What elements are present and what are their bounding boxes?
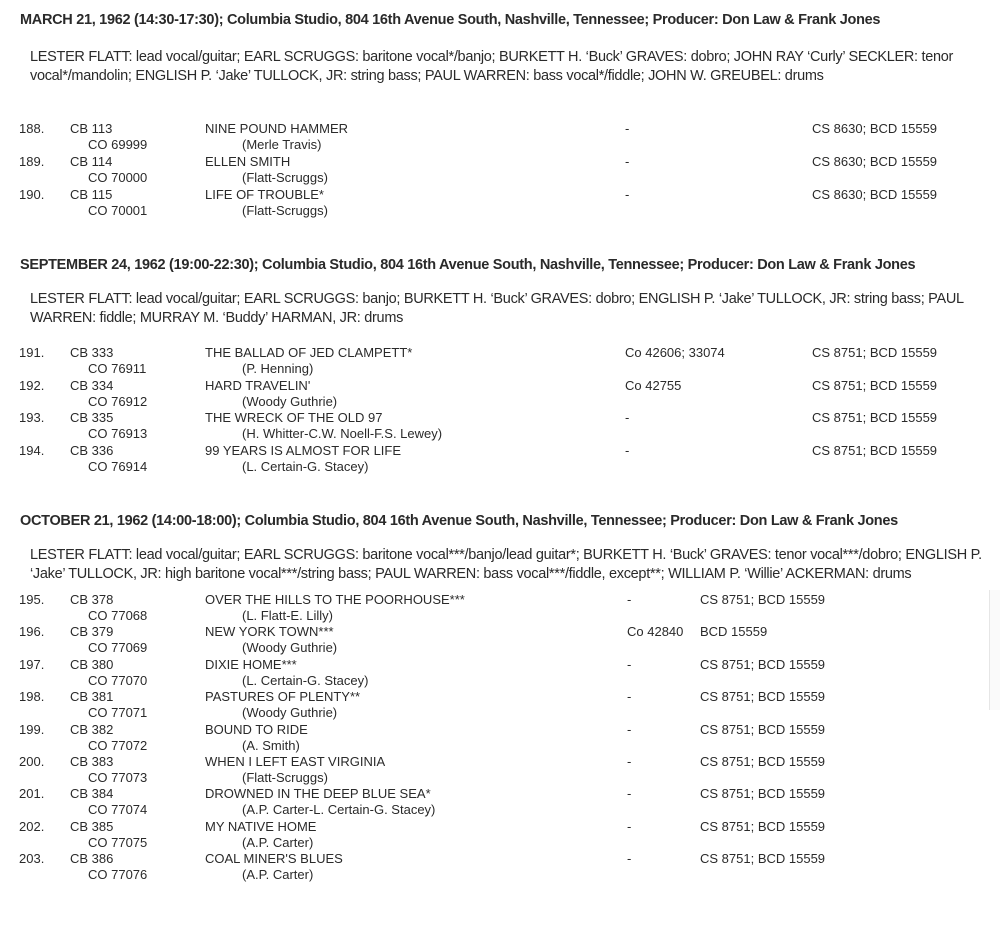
composer-credit: (Woody Guthrie)	[242, 705, 338, 721]
matrix-number: CB 333	[70, 345, 114, 360]
matrix-number: CB 380	[70, 656, 114, 672]
matrix-number: CB 334	[70, 377, 114, 393]
matrix-number: CB 381	[70, 689, 114, 705]
song-title: THE WRECK OF THE OLD 97	[205, 410, 383, 425]
session-personnel: LESTER FLATT: lead vocal/guitar; EARL SCRUGGS: baritone vocal***/banjo/lead guitar*; BURKETT H. ‘Buck’ GRAVES: tenor vocal***/dobro; ENGLISH P. ‘Jake’ TULLOCK, JR: high baritone vocal***/string bass; PAUL WARREN: bass vocal***/fiddle, except**; WILLIAM P. ‘Willie’ ACKERMAN: drums	[30, 547, 982, 582]
song-title: 99 YEARS IS ALMOST FOR LIFE	[205, 442, 402, 458]
song-title: NEW YORK TOWN***	[205, 624, 334, 640]
single-release: Co 42840	[627, 624, 684, 640]
album-release: CS 8630; BCD 15559	[812, 187, 938, 202]
single-release: -	[625, 154, 630, 169]
composer-credit: (A.P. Carter)	[242, 834, 314, 850]
single-release: -	[627, 592, 632, 607]
album-release: CS 8751; BCD 15559	[700, 689, 826, 705]
master-number: CO 69999	[88, 137, 148, 152]
song-title: COAL MINER'S BLUES	[205, 851, 343, 867]
album-release: CS 8751; BCD 15559	[700, 721, 826, 737]
album-release: CS 8630; BCD 15559	[812, 154, 938, 169]
master-number: CO 77073	[88, 770, 148, 785]
track-row	[0, 819, 1000, 852]
track-number: 190.	[19, 187, 45, 202]
track-row	[0, 121, 1000, 154]
single-release: -	[625, 121, 630, 136]
track-number: 194.	[19, 442, 45, 458]
composer-credit: (L. Certain-G. Stacey)	[242, 458, 369, 474]
master-number: CO 77068	[88, 608, 148, 623]
composer-credit: (L. Certain-G. Stacey)	[242, 672, 369, 688]
album-release: CS 8751; BCD 15559	[812, 410, 938, 425]
track-number: 202.	[19, 818, 45, 834]
track-number: 193.	[19, 410, 45, 425]
song-title: BOUND TO RIDE	[205, 721, 308, 737]
composer-credit: (Merle Travis)	[242, 137, 322, 152]
composer-credit: (Flatt-Scruggs)	[242, 770, 328, 785]
master-number: CO 77075	[88, 834, 148, 850]
song-title: WHEN I LEFT EAST VIRGINIA	[205, 754, 386, 769]
session-personnel: LESTER FLATT: lead vocal/guitar; EARL SCRUGGS: baritone vocal*/banjo; BURKETT H. ‘Buck’ GRAVES: dobro; JOHN RAY ‘Curly’ SECKLER: tenor vocal*/mandolin; ENGLISH P. ‘Jake’ TULLOCK, JR: string bass; PAUL WARREN: bass vocal*/fiddle; JOHN W. GREUBEL: drums	[30, 49, 954, 84]
single-release: -	[627, 689, 632, 705]
song-title: THE BALLAD OF JED CLAMPETT*	[205, 345, 413, 360]
master-number: CO 76913	[88, 426, 148, 441]
track-row	[0, 378, 1000, 411]
master-number: CO 70000	[88, 170, 148, 185]
master-number: CO 77076	[88, 867, 148, 883]
master-number: CO 77069	[88, 640, 148, 656]
composer-credit: (Woody Guthrie)	[242, 393, 338, 409]
composer-credit: (H. Whitter-C.W. Noell-F.S. Lewey)	[242, 426, 443, 441]
matrix-number: CB 335	[70, 410, 114, 425]
track-number: 191.	[19, 345, 45, 360]
session-heading: MARCH 21, 1962 (14:30-17:30); Columbia Studio, 804 16th Avenue South, Nashville, Tennessee; Producer: Don Law & Frank Jones	[20, 12, 881, 28]
master-number: CO 70001	[88, 203, 148, 218]
matrix-number: CB 336	[70, 442, 114, 458]
session-heading: SEPTEMBER 24, 1962 (19:00-22:30); Columbia Studio, 804 16th Avenue South, Nashville, Tennessee; Producer: Don Law & Frank Jones	[20, 257, 916, 273]
matrix-number: CB 114	[70, 154, 113, 169]
matrix-number: CB 384	[70, 786, 114, 802]
single-release: -	[627, 818, 632, 834]
single-release: -	[625, 187, 630, 202]
master-number: CO 77071	[88, 705, 148, 721]
composer-credit: (Flatt-Scruggs)	[242, 203, 328, 218]
track-row	[0, 345, 1000, 378]
matrix-number: CB 378	[70, 592, 114, 607]
album-release: BCD 15559	[700, 624, 768, 640]
composer-credit: (Flatt-Scruggs)	[242, 170, 328, 185]
track-number: 192.	[19, 377, 45, 393]
track-row	[0, 851, 1000, 884]
track-row	[0, 624, 1000, 657]
composer-credit: (A. Smith)	[242, 737, 300, 753]
single-release: -	[625, 442, 630, 458]
track-number: 198.	[19, 689, 45, 705]
composer-credit: (L. Flatt-E. Lilly)	[242, 608, 334, 623]
track-number: 200.	[19, 754, 45, 769]
single-release: -	[627, 851, 632, 867]
master-number: CO 77074	[88, 802, 148, 818]
song-title: MY NATIVE HOME	[205, 818, 317, 834]
single-release: -	[625, 410, 630, 425]
track-row	[0, 443, 1000, 476]
page-edge	[989, 590, 1000, 710]
master-number: CO 76914	[88, 458, 148, 474]
composer-credit: (P. Henning)	[242, 361, 314, 376]
album-release: CS 8751; BCD 15559	[700, 754, 826, 769]
song-title: LIFE OF TROUBLE*	[205, 187, 324, 202]
album-release: CS 8751; BCD 15559	[700, 786, 826, 802]
album-release: CS 8630; BCD 15559	[812, 121, 938, 136]
master-number: CO 77070	[88, 672, 148, 688]
master-number: CO 77072	[88, 737, 148, 753]
track-row	[0, 187, 1000, 220]
single-release: -	[627, 656, 632, 672]
matrix-number: CB 386	[70, 851, 114, 867]
composer-credit: (Woody Guthrie)	[242, 640, 338, 656]
album-release: CS 8751; BCD 15559	[700, 851, 826, 867]
album-release: CS 8751; BCD 15559	[812, 377, 938, 393]
track-number: 199.	[19, 721, 45, 737]
track-number: 196.	[19, 624, 45, 640]
matrix-number: CB 385	[70, 818, 114, 834]
single-release: -	[627, 786, 632, 802]
master-number: CO 76912	[88, 393, 148, 409]
session-personnel: LESTER FLATT: lead vocal/guitar; EARL SCRUGGS: banjo; BURKETT H. ‘Buck’ GRAVES: dobro; ENGLISH P. ‘Jake’ TULLOCK, JR: string bass; PAUL WARREN: fiddle; MURRAY M. ‘Buddy’ HARMAN, JR: drums	[30, 291, 964, 326]
single-release: Co 42606; 33074	[625, 345, 725, 360]
session-heading: OCTOBER 21, 1962 (14:00-18:00); Columbia Studio, 804 16th Avenue South, Nashville, Tennessee; Producer: Don Law & Frank Jones	[20, 513, 898, 529]
album-release: CS 8751; BCD 15559	[812, 442, 938, 458]
song-title: NINE POUND HAMMER	[205, 121, 349, 136]
song-title: PASTURES OF PLENTY**	[205, 689, 361, 705]
track-row	[0, 657, 1000, 690]
song-title: HARD TRAVELIN'	[205, 377, 311, 393]
album-release: CS 8751; BCD 15559	[812, 345, 938, 360]
matrix-number: CB 382	[70, 721, 114, 737]
track-row	[0, 592, 1000, 625]
matrix-number: CB 383	[70, 754, 114, 769]
matrix-number: CB 379	[70, 624, 114, 640]
matrix-number: CB 115	[70, 187, 113, 202]
track-row	[0, 754, 1000, 787]
single-release: -	[627, 754, 632, 769]
master-number: CO 76911	[88, 361, 147, 376]
composer-credit: (A.P. Carter)	[242, 867, 314, 883]
track-number: 188.	[19, 121, 45, 136]
track-row	[0, 154, 1000, 187]
song-title: ELLEN SMITH	[205, 154, 291, 169]
track-number: 189.	[19, 154, 45, 169]
album-release: CS 8751; BCD 15559	[700, 592, 826, 607]
track-row	[0, 689, 1000, 722]
track-row	[0, 722, 1000, 755]
album-release: CS 8751; BCD 15559	[700, 656, 826, 672]
track-number: 195.	[19, 592, 45, 607]
single-release: Co 42755	[625, 377, 682, 393]
song-title: DIXIE HOME***	[205, 656, 297, 672]
track-number: 197.	[19, 656, 45, 672]
composer-credit: (A.P. Carter-L. Certain-G. Stacey)	[242, 802, 436, 818]
song-title: DROWNED IN THE DEEP BLUE SEA*	[205, 786, 431, 802]
matrix-number: CB 113	[70, 121, 113, 136]
track-row	[0, 786, 1000, 819]
single-release: -	[627, 721, 632, 737]
album-release: CS 8751; BCD 15559	[700, 818, 826, 834]
song-title: OVER THE HILLS TO THE POORHOUSE***	[205, 592, 465, 607]
track-row	[0, 410, 1000, 443]
track-number: 203.	[19, 851, 45, 867]
track-number: 201.	[19, 786, 45, 802]
